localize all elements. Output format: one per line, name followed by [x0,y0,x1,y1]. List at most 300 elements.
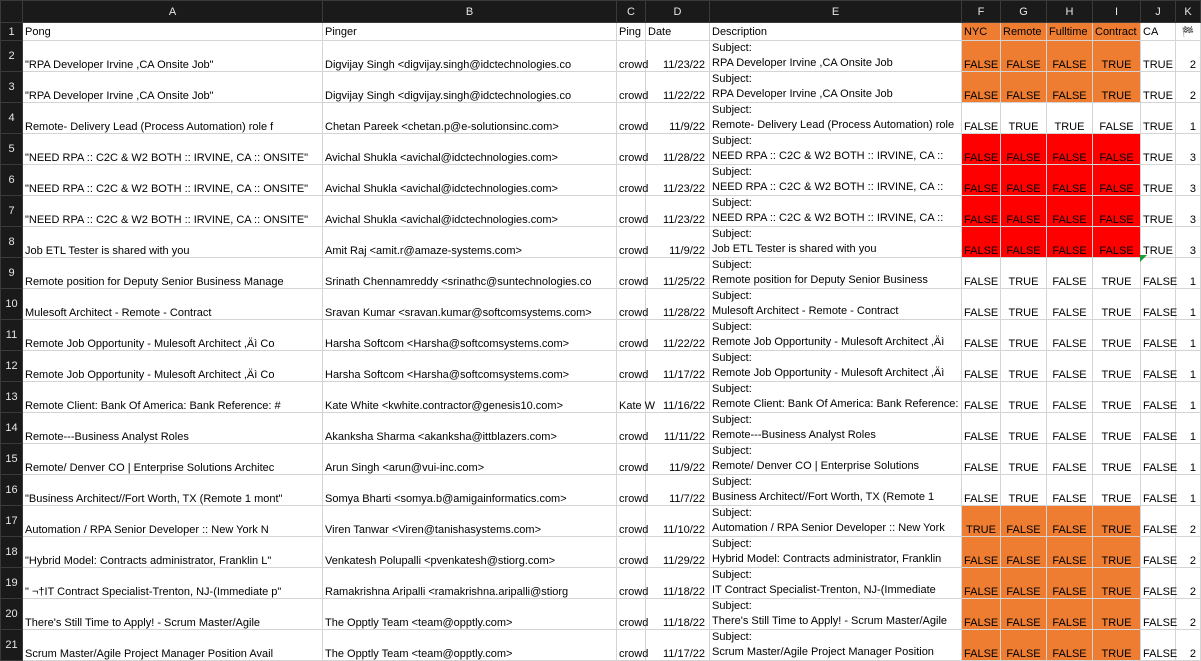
cell-fulltime[interactable]: FALSE [1047,320,1093,351]
cell-nyc[interactable]: FALSE [962,537,1001,568]
subject-label: Subject: [712,197,752,209]
cell-contract[interactable]: FALSE [1093,165,1141,196]
cell-nyc[interactable]: FALSE [962,103,1001,134]
subject-text: Mulesoft Architect - Remote - Contract [712,305,899,317]
cell-k[interactable]: 2 [1176,506,1201,537]
cell-description[interactable] [710,506,962,537]
cell-pong[interactable]: Automation / RPA Senior Developer :: New York N [23,506,323,537]
cell-header-pong[interactable]: Pong [23,23,323,41]
cell-nyc[interactable]: FALSE [962,258,1001,289]
cell-k[interactable]: 3 [1176,165,1201,196]
cell-contract[interactable]: FALSE [1093,227,1141,258]
cell-ping[interactable]: crowd [617,351,646,382]
cell-pinger[interactable]: Harsha Softcom <Harsha@softcomsystems.com> [323,351,617,382]
cell-ping[interactable]: crowd [617,134,646,165]
cell-nyc[interactable]: FALSE [962,196,1001,227]
cell-contract[interactable]: TRUE [1093,382,1141,413]
cell-fulltime[interactable]: FALSE [1047,599,1093,630]
cell-pong[interactable]: Remote Job Opportunity - Mulesoft Architect ,Äì Co [23,351,323,382]
row-number[interactable]: 7 [1,196,23,227]
cell-date[interactable]: 11/23/22 [646,41,710,72]
cell-remote[interactable]: TRUE [1001,444,1047,475]
cell-pinger[interactable]: Harsha Softcom <Harsha@softcomsystems.com> [323,320,617,351]
cell-nyc[interactable]: FALSE [962,165,1001,196]
cell-contract[interactable]: TRUE [1093,72,1141,103]
cell-date[interactable]: 11/17/22 [646,630,710,661]
row-number[interactable]: 13 [1,382,23,413]
cell-nyc[interactable]: FALSE [962,568,1001,599]
subject-label: Subject: [712,631,752,643]
row-number[interactable]: 2 [1,41,23,72]
cell-pinger[interactable]: Avichal Shukla <avichal@idctechnologies.com> [323,165,617,196]
cell-k[interactable]: 2 [1176,630,1201,661]
row-number[interactable]: 11 [1,320,23,351]
cell-remote[interactable]: FALSE [1001,72,1047,103]
cell-ping[interactable]: crowd [617,41,646,72]
cell-pong[interactable]: Remote/ Denver CO | Enterprise Solutions Architec [23,444,323,475]
cell-pong[interactable]: Remote---Business Analyst Roles [23,413,323,444]
cell-ping[interactable]: crowd [617,506,646,537]
cell-remote[interactable]: FALSE [1001,196,1047,227]
cell-pong[interactable]: Remote Job Opportunity - Mulesoft Architect ,Äì Co [23,320,323,351]
cell-ca[interactable]: TRUE [1141,227,1176,258]
cell-description[interactable] [710,599,962,630]
cell-ca[interactable]: TRUE [1141,134,1176,165]
cell-fulltime[interactable]: FALSE [1047,196,1093,227]
cell-header-contract[interactable]: Contract [1093,23,1141,41]
cell-k[interactable]: 3 [1176,134,1201,165]
subject-text: Remote- Delivery Lead (Process Automation) role [712,119,955,131]
cell-ca[interactable]: FALSE [1141,506,1176,537]
cell-fulltime[interactable]: FALSE [1047,506,1093,537]
subject-text: Remote position for Deputy Senior Business [712,274,928,286]
subject-text: Automation / RPA Senior Developer :: New York [712,522,945,534]
cell-pong[interactable]: "NEED RPA :: C2C & W2 BOTH :: IRVINE, CA :: ONSITE" [23,134,323,165]
row-number[interactable]: 12 [1,351,23,382]
cell-date[interactable]: 11/17/22 [646,351,710,382]
cell-contract[interactable]: TRUE [1093,599,1141,630]
cell-ping[interactable]: crowd [617,227,646,258]
column-header-b[interactable]: B [323,1,617,23]
cell-remote[interactable]: TRUE [1001,351,1047,382]
cell-description[interactable] [710,444,962,475]
cell-pinger[interactable]: Avichal Shukla <avichal@idctechnologies.com> [323,196,617,227]
cell-k[interactable]: 1 [1176,444,1201,475]
cell-nyc[interactable]: FALSE [962,289,1001,320]
cell-remote[interactable]: FALSE [1001,165,1047,196]
cell-fulltime[interactable]: FALSE [1047,630,1093,661]
cell-contract[interactable]: TRUE [1093,413,1141,444]
cell-pinger[interactable]: Chetan Pareek <chetan.p@e-solutionsinc.com> [323,103,617,134]
cell-fulltime[interactable]: FALSE [1047,227,1093,258]
cell-remote[interactable]: FALSE [1001,227,1047,258]
cell-contract[interactable]: FALSE [1093,196,1141,227]
cell-contract[interactable]: TRUE [1093,506,1141,537]
cell-ca[interactable]: FALSE [1141,351,1176,382]
cell-ca[interactable]: FALSE [1141,444,1176,475]
cell-ca[interactable]: TRUE [1141,196,1176,227]
cell-remote[interactable]: FALSE [1001,134,1047,165]
cell-date[interactable]: 11/28/22 [646,289,710,320]
subject-text: Remote/ Denver CO | Enterprise Solutions [712,460,920,472]
cell-nyc[interactable]: FALSE [962,320,1001,351]
cell-header-k[interactable] [1176,23,1201,41]
table-row [1,444,1201,475]
cell-remote[interactable]: TRUE [1001,289,1047,320]
subject-label: Subject: [712,600,752,612]
table-row [1,227,1201,258]
subject-label: Subject: [712,352,752,364]
cell-k[interactable]: 1 [1176,475,1201,506]
cell-remote[interactable]: FALSE [1001,537,1047,568]
column-header-i[interactable]: I [1093,1,1141,23]
column-header-e[interactable]: E [710,1,962,23]
row-number[interactable]: 17 [1,506,23,537]
cell-pinger[interactable]: Kate White <kwhite.contractor@genesis10.com> [323,382,617,413]
cell-date[interactable]: 11/16/22 [646,382,710,413]
cell-remote[interactable]: FALSE [1001,568,1047,599]
cell-pong[interactable]: "RPA Developer Irvine ,CA Onsite Job" [23,72,323,103]
cell-remote[interactable]: TRUE [1001,258,1047,289]
cell-ca[interactable]: FALSE [1141,382,1176,413]
cell-description[interactable] [710,134,962,165]
cell-k[interactable]: 1 [1176,258,1201,289]
row-number[interactable]: 5 [1,134,23,165]
cell-k[interactable]: 2 [1176,537,1201,568]
cell-header-nyc[interactable]: NYC [962,23,1001,41]
cell-pinger[interactable]: Arun Singh <arun@vui-inc.com> [323,444,617,475]
cell-fulltime[interactable]: FALSE [1047,413,1093,444]
cell-header-remote[interactable]: Remote [1001,23,1047,41]
cell-ca[interactable]: FALSE [1141,413,1176,444]
cell-pong[interactable]: Mulesoft Architect - Remote - Contract [23,289,323,320]
cell-ca[interactable]: FALSE [1141,258,1176,289]
cell-fulltime[interactable]: FALSE [1047,382,1093,413]
row-number[interactable]: 10 [1,289,23,320]
subject-text: NEED RPA :: C2C & W2 BOTH :: IRVINE, CA :: [712,212,944,224]
row-number[interactable]: 3 [1,72,23,103]
cell-ping[interactable]: crowd [617,258,646,289]
cell-nyc[interactable]: FALSE [962,134,1001,165]
cell-contract[interactable]: TRUE [1093,537,1141,568]
cell-description[interactable] [710,630,962,661]
cell-description[interactable] [710,72,962,103]
cell-date[interactable]: 11/9/22 [646,103,710,134]
cell-ping[interactable]: crowd [617,165,646,196]
cell-ca[interactable]: FALSE [1141,320,1176,351]
cell-ping[interactable]: crowd [617,537,646,568]
cell-date[interactable]: 11/23/22 [646,165,710,196]
cell-remote[interactable]: TRUE [1001,320,1047,351]
row-number[interactable]: 14 [1,413,23,444]
column-header-f[interactable]: F [962,1,1001,23]
cell-fulltime[interactable]: TRUE [1047,103,1093,134]
cell-date[interactable]: 11/18/22 [646,599,710,630]
cell-pong[interactable]: Remote position for Deputy Senior Business Manage [23,258,323,289]
cell-pinger[interactable]: Digvijay Singh <digvijay.singh@idctechnologies.co [323,41,617,72]
column-header-d[interactable]: D [646,1,710,23]
cell-nyc[interactable]: TRUE [962,506,1001,537]
cell-ca[interactable]: FALSE [1141,475,1176,506]
cell-k[interactable]: 1 [1176,413,1201,444]
cell-fulltime[interactable]: FALSE [1047,351,1093,382]
cell-ping[interactable]: Kate W [617,382,646,413]
cell-date[interactable]: 11/7/22 [646,475,710,506]
cell-pong[interactable]: Job ETL Tester is shared with you [23,227,323,258]
cell-pinger[interactable]: Viren Tanwar <Viren@tanishasystems.com> [323,506,617,537]
row-number[interactable]: 20 [1,599,23,630]
cell-fulltime[interactable]: FALSE [1047,444,1093,475]
subject-label: Subject: [712,476,752,488]
table-row [1,103,1201,134]
cell-fulltime[interactable]: FALSE [1047,289,1093,320]
cell-contract[interactable]: TRUE [1093,351,1141,382]
cell-k[interactable]: 1 [1176,382,1201,413]
row-number[interactable]: 8 [1,227,23,258]
cell-pong[interactable]: " ¬†IT Contract Specialist-Trenton, NJ-(Immediate p" [23,568,323,599]
cell-description[interactable] [710,103,962,134]
cell-description[interactable] [710,258,962,289]
cell-k[interactable]: 2 [1176,41,1201,72]
cell-date[interactable]: 11/18/22 [646,568,710,599]
cell-date[interactable]: 11/11/22 [646,413,710,444]
cell-header-ca[interactable]: CA [1141,23,1176,41]
cell-ping[interactable]: crowd [617,413,646,444]
select-all-corner[interactable] [1,1,23,23]
cell-pong[interactable]: "NEED RPA :: C2C & W2 BOTH :: IRVINE, CA :: ONSITE" [23,196,323,227]
cell-ca[interactable]: FALSE [1141,289,1176,320]
row-number[interactable]: 16 [1,475,23,506]
cell-k[interactable]: 2 [1176,72,1201,103]
cell-ca[interactable]: FALSE [1141,537,1176,568]
cell-description[interactable] [710,41,962,72]
cell-pinger[interactable]: Ramakrishna Aripalli <ramakrishna.aripalli@stiorg [323,568,617,599]
cell-remote[interactable]: FALSE [1001,506,1047,537]
cell-fulltime[interactable]: FALSE [1047,165,1093,196]
cell-remote[interactable]: TRUE [1001,103,1047,134]
column-header-j[interactable]: J [1141,1,1176,23]
cell-contract[interactable]: FALSE [1093,134,1141,165]
cell-pinger[interactable]: Digvijay Singh <digvijay.singh@idctechnologies.co [323,72,617,103]
row-number[interactable]: 1 [1,23,23,41]
cell-pinger[interactable]: Sravan Kumar <sravan.kumar@softcomsystems.com> [323,289,617,320]
cell-pinger[interactable]: Somya Bharti <somya.b@amigainformatics.com> [323,475,617,506]
subject-text: Scrum Master/Agile Project Manager Position [712,646,934,658]
subject-label: Subject: [712,290,752,302]
column-header-a[interactable]: A [23,1,323,23]
cell-date[interactable]: 11/23/22 [646,196,710,227]
cell-contract[interactable]: TRUE [1093,475,1141,506]
column-header-k[interactable]: K [1176,1,1201,23]
cell-pong[interactable]: Remote Client: Bank Of America: Bank Reference: # [23,382,323,413]
subject-label: Subject: [712,445,752,457]
cell-ping[interactable]: crowd [617,289,646,320]
cell-description[interactable] [710,475,962,506]
row-number[interactable]: 6 [1,165,23,196]
cell-nyc[interactable]: FALSE [962,444,1001,475]
subject-label: Subject: [712,538,752,550]
cell-nyc[interactable]: FALSE [962,72,1001,103]
table-row [1,134,1201,165]
subject-text: NEED RPA :: C2C & W2 BOTH :: IRVINE, CA :: [712,150,944,162]
cell-contract[interactable]: FALSE [1093,103,1141,134]
cell-ping[interactable]: crowd [617,599,646,630]
cell-k[interactable]: 1 [1176,289,1201,320]
cell-remote[interactable]: TRUE [1001,475,1047,506]
cell-nyc[interactable]: FALSE [962,630,1001,661]
row-number[interactable]: 18 [1,537,23,568]
cell-description[interactable] [710,537,962,568]
cell-contract[interactable]: TRUE [1093,258,1141,289]
cell-remote[interactable]: FALSE [1001,630,1047,661]
cell-date[interactable]: 11/29/22 [646,537,710,568]
cell-ping[interactable]: crowd [617,475,646,506]
cell-nyc[interactable]: FALSE [962,41,1001,72]
cell-date[interactable]: 11/9/22 [646,444,710,475]
subject-label: Subject: [712,166,752,178]
table-row [1,289,1201,320]
cell-description[interactable] [710,227,962,258]
cell-date[interactable]: 11/22/22 [646,72,710,103]
cell-pinger[interactable]: Amit Raj <amit.r@amaze-systems.com> [323,227,617,258]
cell-k[interactable]: 3 [1176,196,1201,227]
cell-fulltime[interactable]: FALSE [1047,475,1093,506]
cell-header-description[interactable]: Description [710,23,962,41]
cell-ca[interactable]: FALSE [1141,568,1176,599]
subject-label: Subject: [712,228,752,240]
cell-description[interactable] [710,196,962,227]
cell-remote[interactable]: TRUE [1001,382,1047,413]
cell-fulltime[interactable]: FALSE [1047,258,1093,289]
cell-contract[interactable]: TRUE [1093,41,1141,72]
cell-ping[interactable]: crowd [617,568,646,599]
cell-pong[interactable]: "NEED RPA :: C2C & W2 BOTH :: IRVINE, CA :: ONSITE" [23,165,323,196]
cell-pong[interactable]: "Hybrid Model: Contracts administrator, Franklin L" [23,537,323,568]
cell-ping[interactable]: crowd [617,630,646,661]
table-row [1,382,1201,413]
row-number[interactable]: 15 [1,444,23,475]
table-row [1,72,1201,103]
subject-label: Subject: [712,383,752,395]
cell-nyc[interactable]: FALSE [962,599,1001,630]
cell-k[interactable]: 1 [1176,103,1201,134]
row-number[interactable]: 4 [1,103,23,134]
cell-k[interactable]: 1 [1176,320,1201,351]
cell-remote[interactable]: FALSE [1001,599,1047,630]
cell-nyc[interactable]: FALSE [962,475,1001,506]
cell-pong[interactable]: There's Still Time to Apply! - Scrum Master/Agile [23,599,323,630]
column-header-c[interactable]: C [617,1,646,23]
cell-description[interactable] [710,289,962,320]
cell-ca[interactable]: TRUE [1141,41,1176,72]
cell-pinger[interactable]: The Opptly Team <team@opptly.com> [323,599,617,630]
cell-description[interactable] [710,320,962,351]
cell-pinger[interactable]: Srinath Chennamreddy <srinathc@suntechnologies.co [323,258,617,289]
cell-contract[interactable]: TRUE [1093,630,1141,661]
cell-description[interactable] [710,165,962,196]
table-row [1,196,1201,227]
cell-ca[interactable]: FALSE [1141,630,1176,661]
table-row [1,165,1201,196]
cell-description[interactable] [710,413,962,444]
cell-nyc[interactable]: FALSE [962,382,1001,413]
cell-pong[interactable]: Remote- Delivery Lead (Process Automation) role f [23,103,323,134]
cell-ping[interactable]: crowd [617,444,646,475]
cell-description[interactable] [710,568,962,599]
cell-remote[interactable]: TRUE [1001,413,1047,444]
cell-k[interactable]: 2 [1176,599,1201,630]
cell-nyc[interactable]: FALSE [962,227,1001,258]
cell-ping[interactable]: crowd [617,103,646,134]
column-header-h[interactable]: H [1047,1,1093,23]
cell-date[interactable]: 11/10/22 [646,506,710,537]
cell-date[interactable]: 11/9/22 [646,227,710,258]
table-row [1,320,1201,351]
subject-text: Job ETL Tester is shared with you [712,243,877,255]
cell-header-pinger[interactable]: Pinger [323,23,617,41]
cell-fulltime[interactable]: FALSE [1047,568,1093,599]
cell-contract[interactable]: TRUE [1093,444,1141,475]
cell-k[interactable]: 3 [1176,227,1201,258]
cell-nyc[interactable]: FALSE [962,413,1001,444]
cell-ca[interactable]: TRUE [1141,103,1176,134]
cell-pinger[interactable]: Venkatesh Polupalli <pvenkatesh@stiorg.com> [323,537,617,568]
subject-label: Subject: [712,321,752,333]
row-number[interactable]: 19 [1,568,23,599]
cell-header-date[interactable]: Date [646,23,710,41]
cell-remote[interactable]: FALSE [1001,41,1047,72]
cell-date[interactable]: 11/28/22 [646,134,710,165]
cell-pinger[interactable]: The Opptly Team <team@opptly.com> [323,630,617,661]
cell-pong[interactable]: "Business Architect//Fort Worth, TX (Remote 1 mont" [23,475,323,506]
table-row [1,537,1201,568]
cell-ca[interactable]: TRUE [1141,72,1176,103]
cell-ping[interactable]: crowd [617,196,646,227]
cell-pinger[interactable]: Akanksha Sharma <akanksha@ittblazers.com> [323,413,617,444]
cell-ca[interactable]: FALSE [1141,599,1176,630]
cell-k[interactable]: 1 [1176,351,1201,382]
cell-contract[interactable]: TRUE [1093,320,1141,351]
table-row [1,258,1201,289]
cell-contract[interactable]: TRUE [1093,568,1141,599]
row-number[interactable]: 21 [1,630,23,661]
cell-pong[interactable]: Scrum Master/Agile Project Manager Position Avail [23,630,323,661]
column-header-g[interactable]: G [1001,1,1047,23]
cell-header-fulltime[interactable]: Fulltime [1047,23,1093,41]
cell-fulltime[interactable]: FALSE [1047,134,1093,165]
cell-fulltime[interactable]: FALSE [1047,537,1093,568]
cell-k[interactable]: 2 [1176,568,1201,599]
cell-date[interactable]: 11/22/22 [646,320,710,351]
cell-ping[interactable]: crowd [617,72,646,103]
cell-date[interactable]: 11/25/22 [646,258,710,289]
cell-fulltime[interactable]: FALSE [1047,72,1093,103]
cell-description[interactable] [710,351,962,382]
subject-text: Remote Job Opportunity - Mulesoft Architect ,Äì [712,336,945,348]
subject-label: Subject: [712,414,752,426]
cell-pong[interactable]: "RPA Developer Irvine ,CA Onsite Job" [23,41,323,72]
cell-ca[interactable]: TRUE [1141,165,1176,196]
cell-ping[interactable]: crowd [617,320,646,351]
row-number[interactable]: 9 [1,258,23,289]
cell-contract[interactable]: TRUE [1093,289,1141,320]
cell-fulltime[interactable]: FALSE [1047,41,1093,72]
cell-nyc[interactable]: FALSE [962,351,1001,382]
cell-description[interactable] [710,382,962,413]
subject-text: IT Contract Specialist-Trenton, NJ-(Immediate [712,584,936,596]
cell-header-ping[interactable]: Ping [617,23,646,41]
cell-pinger[interactable]: Avichal Shukla <avichal@idctechnologies.com> [323,134,617,165]
